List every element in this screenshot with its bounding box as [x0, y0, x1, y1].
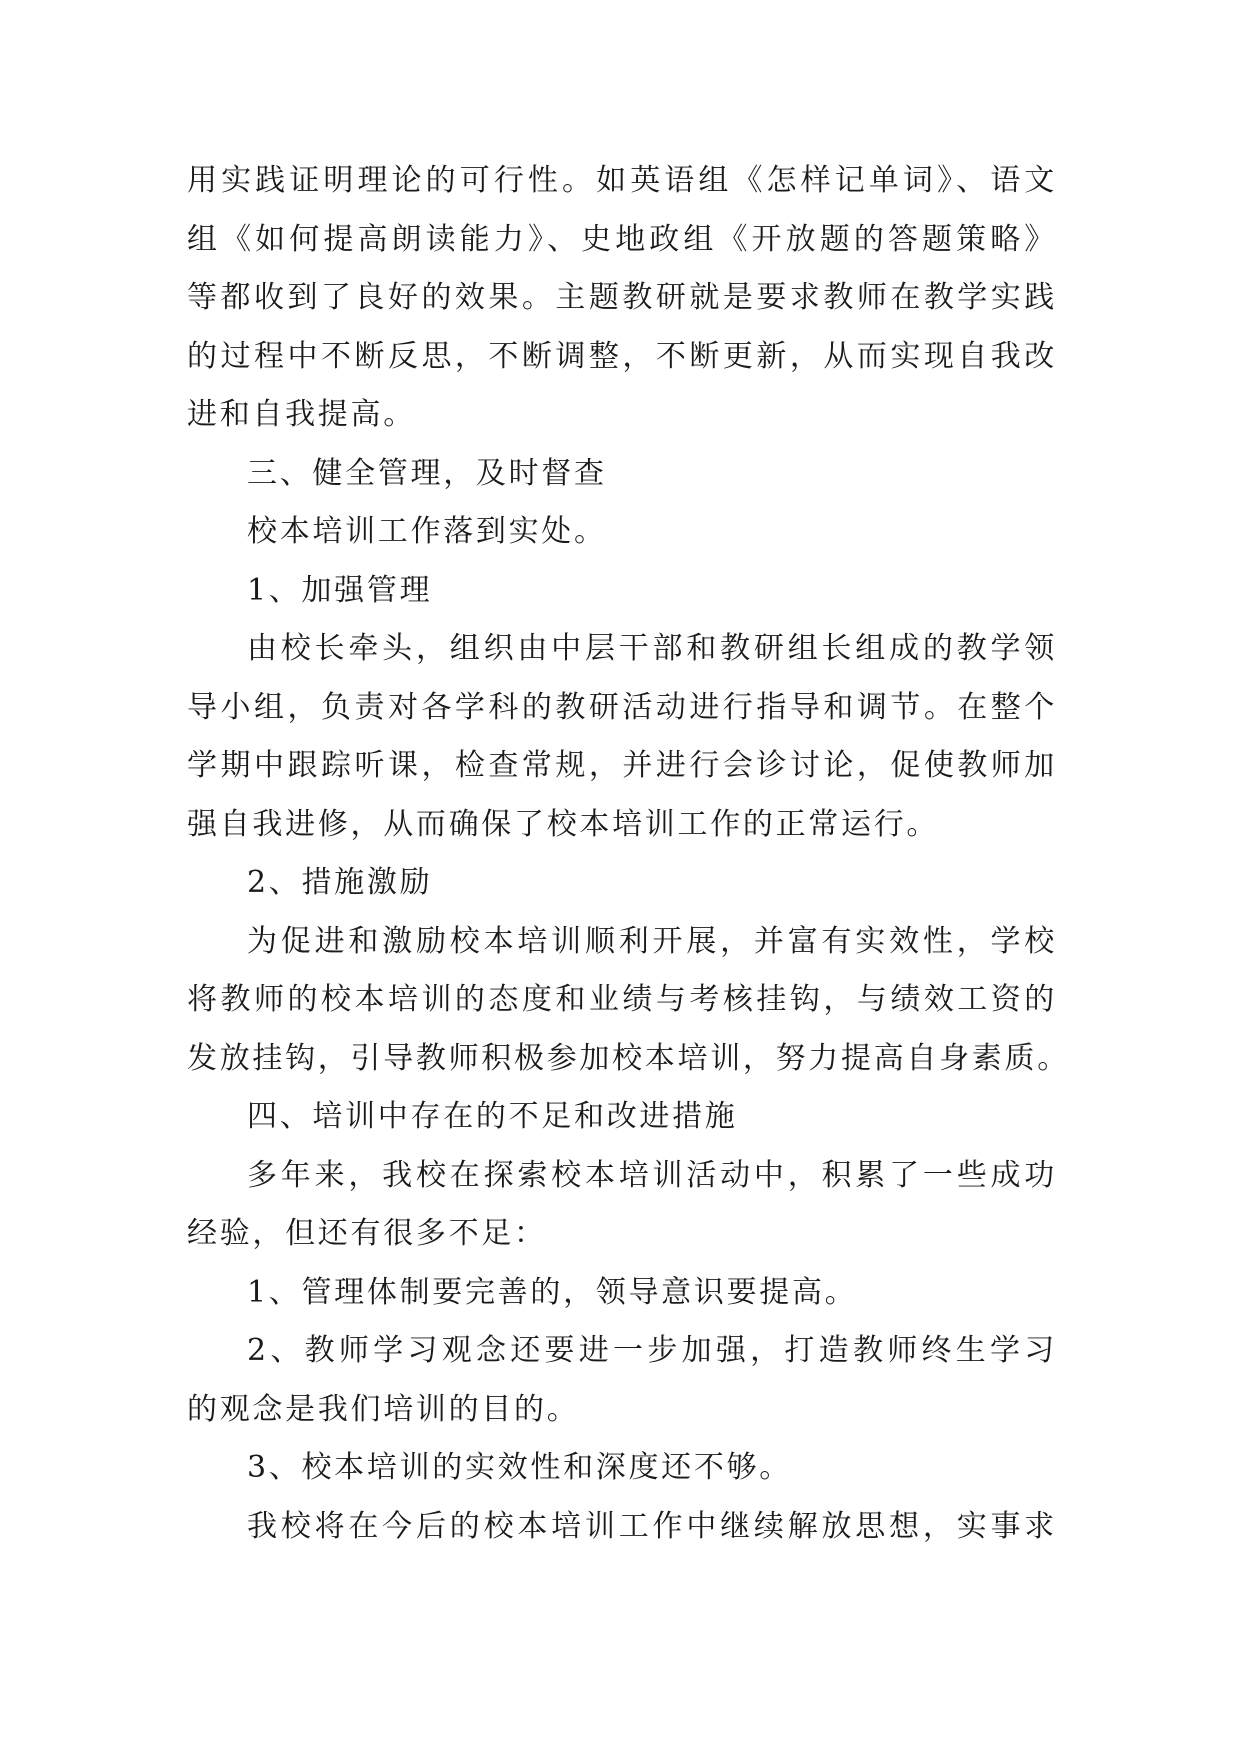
- subsection-heading: 1、加强管理: [247, 572, 433, 608]
- paragraph-line: 将教师的校本培训的态度和业绩与考核挂钩，与绩效工资的: [187, 982, 1057, 1017]
- paragraph-line: 的观念是我们培训的目的。: [187, 1391, 580, 1427]
- list-item: 2、教师学习观念还要进一步加强，打造教师终生学习: [247, 1333, 1057, 1368]
- paragraph-line: 经验，但还有很多不足：: [187, 1216, 547, 1251]
- paragraph-line: 由校长牵头，组织由中层干部和教研组长组成的教学领: [247, 631, 1057, 666]
- paragraph-line: 发放挂钩，引导教师积极参加校本培训，努力提高自身素质。: [187, 1040, 1070, 1076]
- list-item: 1、管理体制要完善的，领导意识要提高。: [247, 1274, 858, 1310]
- paragraph-line: 用实践证明理论的可行性。如英语组《怎样记单词》、语文: [187, 163, 1057, 198]
- document-body: [187, 152, 1070, 1556]
- paragraph-line: 导小组，负责对各学科的教研活动进行指导和调节。在整个: [187, 689, 1057, 725]
- paragraph-line: 等都收到了良好的效果。主题教研就是要求教师在教学实践: [187, 280, 1057, 315]
- section-heading: 三、健全管理，及时督查: [247, 455, 607, 491]
- paragraph-line: 为促进和激励校本培训顺利开展，并富有实效性，学校: [247, 923, 1057, 959]
- paragraph-line: 进和自我提高。: [187, 397, 416, 432]
- paragraph-line: 的过程中不断反思，不断调整，不断更新，从而实现自我改: [187, 338, 1057, 374]
- paragraph-line: 学期中跟踪听课，检查常规，并进行会诊讨论，促使教师加: [187, 748, 1057, 783]
- paragraph-line: 校本培训工作落到实处。: [247, 514, 607, 549]
- paragraph-line: 组《如何提高朗读能力》、史地政组《开放题的答题策略》: [187, 221, 1057, 257]
- subsection-heading: 2、措施激励: [247, 865, 433, 900]
- section-heading: 四、培训中存在的不足和改进措施: [247, 1099, 738, 1134]
- paragraph-line: 强自我进修，从而确保了校本培训工作的正常运行。: [187, 806, 940, 842]
- paragraph-line: 我校将在今后的校本培训工作中继续解放思想，实事求: [247, 1508, 1057, 1544]
- list-item: 3、校本培训的实效性和深度还不够。: [247, 1450, 792, 1485]
- paragraph-line: 多年来，我校在探索校本培训活动中，积累了一些成功: [247, 1157, 1057, 1193]
